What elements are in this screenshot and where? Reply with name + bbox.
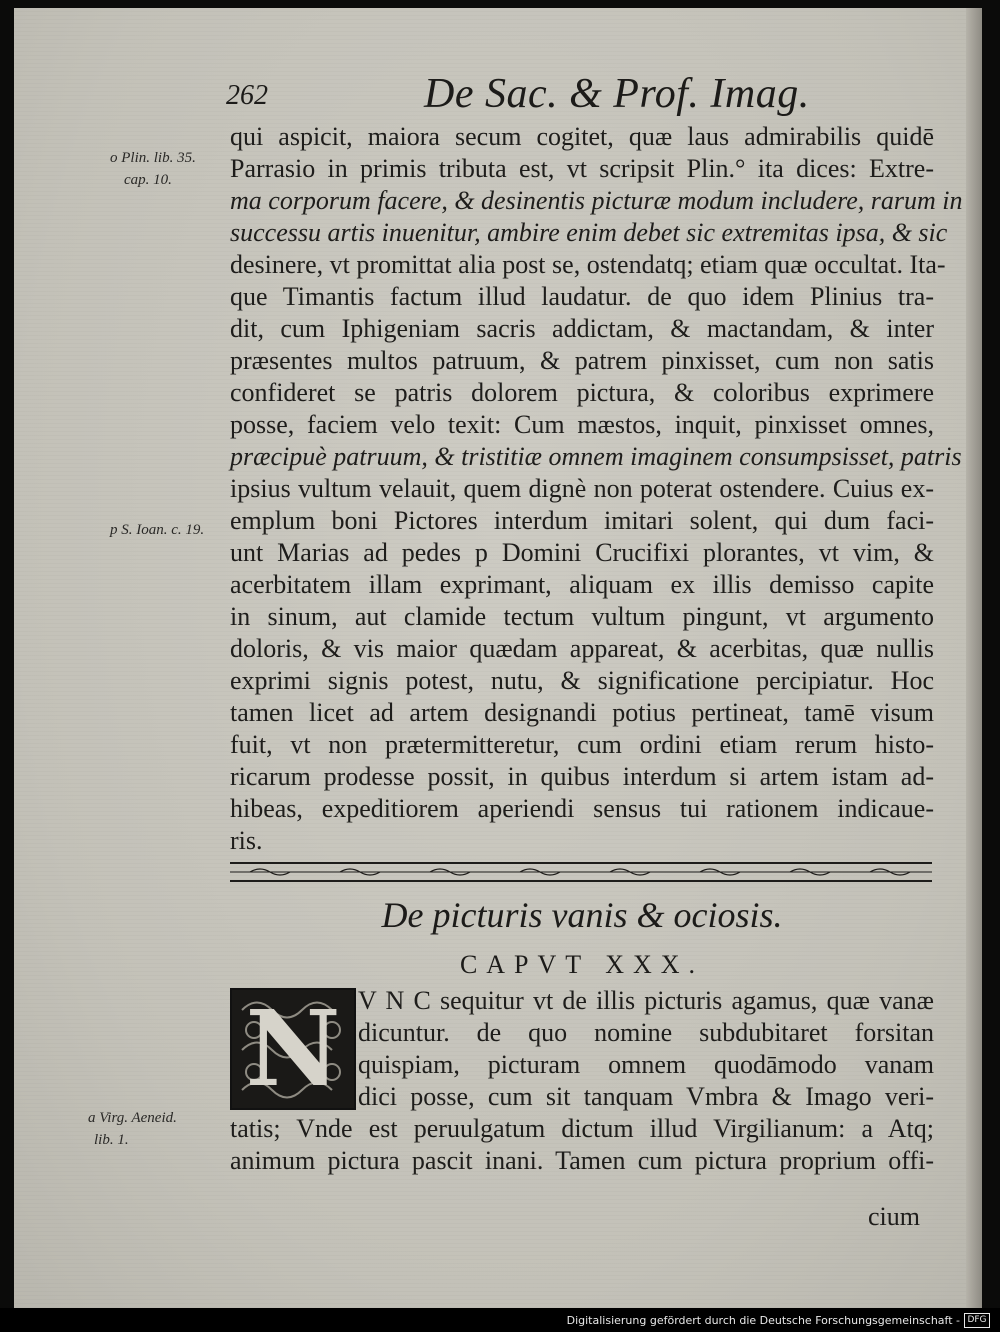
footer-credit: Digitalisierung gefördert durch die Deutsche Forschungsgemeinschaft - [566, 1314, 960, 1327]
text-line: confideret se patris dolorem pictura, & coloribus exprimere [230, 378, 934, 407]
margin-note-virg: a Virg. Aeneid. [88, 1110, 177, 1126]
book-page [14, 8, 982, 1308]
text-line: desinere, vt promittat alia post se, ostendatq; etiam quæ occultat. Ita- [230, 250, 946, 279]
catchword: cium [868, 1202, 920, 1231]
chapter-title: De picturis vanis & ociosis. [381, 895, 783, 935]
chapter-text-line: tatis; Vnde est peruulgatum dictum illud Virgilianum: a Atq; [230, 1114, 934, 1143]
margin-note-virg-lib: lib. 1. [94, 1132, 129, 1148]
page-number: 262 [226, 80, 268, 111]
running-title: De Sac. & Prof. Imag. [424, 71, 810, 117]
text-line: unt Marias ad pedes p Domini Crucifixi plorantes, vt vim, & [230, 538, 934, 567]
text-line: dit, cum Iphigeniam sacris addictam, & mactandam, & inter [230, 314, 934, 343]
text-line: posse, faciem velo texit: Cum mæstos, inquit, pinxisset omnes, [230, 410, 934, 439]
text-line: acerbitatem illam exprimant, aliquam ex illis demisso capite [230, 570, 934, 599]
text-line: præsentes multos patruum, & patrem pinxisset, cum non satis [230, 346, 934, 375]
chapter-number: CAPVT XXX. [459, 950, 705, 979]
ornamental-rule [230, 861, 932, 883]
margin-note-plin-cap: cap. 10. [124, 172, 172, 188]
text-line: qui aspicit, maiora secum cogitet, quæ laus admirabilis quidē [230, 122, 934, 151]
chapter-text-line: V N C sequitur vt de illis picturis agamus, quæ vanæ [358, 986, 934, 1015]
text-line: emplum boni Pictores interdum imitari solent, qui dum faci- [230, 506, 934, 535]
text-line: ma corporum facere, & desinentis picturæ modum includere, rarum in [230, 186, 963, 215]
text-line: præcipuè patruum, & tristitiæ omnem imaginem consumpsisset, patris [230, 442, 962, 471]
text-line: ricarum prodesse possit, in quibus interdum si artem istam ad- [230, 762, 934, 791]
text-line: exprimi signis potest, nutu, & significatione percipiatur. Hoc [230, 666, 934, 695]
page-edge [966, 8, 982, 1308]
text-line: ris. [230, 826, 263, 855]
margin-note-plin: o Plin. lib. 35. [110, 150, 196, 166]
page-header [226, 68, 810, 118]
chapter-text-line: dici posse, cum sit tanquam Vmbra & Imago veri- [358, 1082, 934, 1111]
text-line: fuit, vt non prætermitteretur, cum ordini etiam rerum histo- [230, 730, 934, 759]
margin-note-ioan: p S. Ioan. c. 19. [110, 522, 205, 538]
decorated-initial [230, 988, 356, 1110]
text-line: successu artis inuenitur, ambire enim debet sic extremitas ipsa, & sic [230, 218, 948, 247]
chapter-text-line: dicuntur. de quo nomine subdubitaret forsitan [358, 1018, 934, 1047]
initial-letter: N [245, 987, 341, 1110]
text-line: Parrasio in primis tributa est, vt scripsit Plin.° ita dices: Extre- [230, 154, 934, 183]
text-line: hibeas, expeditiorem aperiendi sensus tui rationem indicaue- [230, 794, 934, 823]
chapter-text-line: quispiam, picturam omnem quodāmodo vanam [358, 1050, 934, 1079]
chapter-text-line: animum pictura pascit inani. Tamen cum pictura proprium offi- [230, 1146, 934, 1175]
dfg-logo: DFG [964, 1313, 990, 1328]
text-line: que Timantis factum illud laudatur. de quo idem Plinius tra- [230, 282, 934, 311]
text-line: in sinum, aut clamide tectum vultum pingunt, vt argumento [230, 602, 934, 631]
text-line: ipsius vultum velauit, quem dignè non poterat ostendere. Cuius ex- [230, 474, 934, 503]
text-line: doloris, & vis maior quædam appareat, & acerbitas, quæ nullis [230, 634, 934, 663]
text-line: tamen licet ad artem designandi potius pertineat, tamē visum [230, 698, 934, 727]
